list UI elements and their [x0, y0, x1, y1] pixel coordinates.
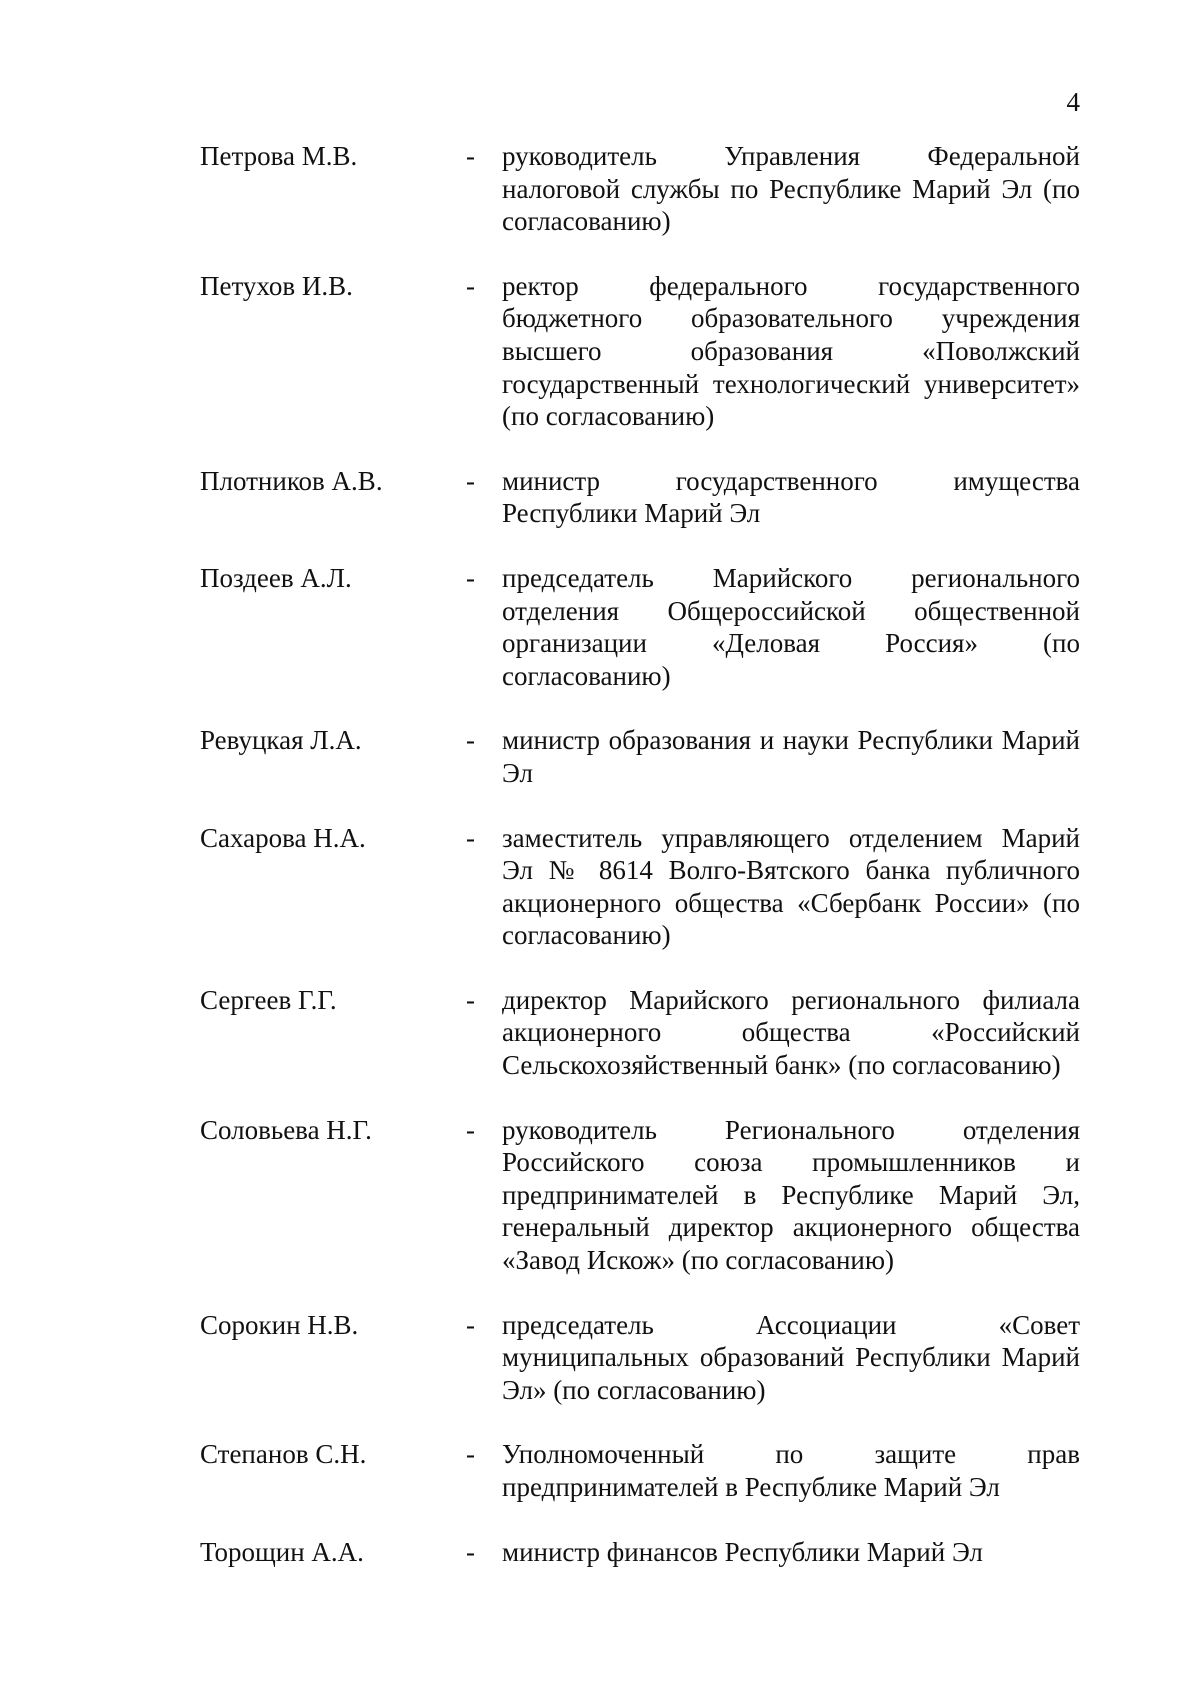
- member-role: заместитель управляющего отделением Марий Эл № 8614 Волго-Вятского банка публичного акционерного общества «Сбербанк России» (по согласованию): [502, 822, 1080, 951]
- member-list: [200, 140, 1080, 1600]
- member-row: [200, 984, 1080, 1082]
- member-row: [200, 1536, 1080, 1569]
- member-name: Плотников А.В.: [200, 465, 383, 496]
- member-name: Ревуцкая Л.А.: [200, 725, 362, 756]
- member-role: председатель Марийского регионального отделения Общероссийской общественной организации «Деловая Россия» (по согласованию): [502, 562, 1080, 691]
- member-row: [200, 1114, 1080, 1277]
- member-row: [200, 724, 1080, 789]
- member-row: [200, 1309, 1080, 1407]
- dash-separator: -: [466, 1536, 475, 1567]
- member-name: Петухов И.В.: [200, 270, 353, 301]
- dash-separator: -: [466, 725, 475, 756]
- member-name: Сорокин Н.В.: [200, 1309, 359, 1340]
- dash-separator: -: [466, 562, 475, 593]
- member-role: министр финансов Республики Марий Эл: [502, 1536, 983, 1567]
- dash-separator: -: [466, 465, 475, 496]
- member-role: министр государственного имущества Республики Марий Эл: [502, 465, 1080, 529]
- member-row: [200, 1438, 1080, 1503]
- dash-separator: -: [466, 984, 475, 1015]
- dash-separator: -: [466, 822, 475, 853]
- member-role: председатель Ассоциации «Совет муниципальных образований Республики Марий Эл» (по согласованию): [502, 1309, 1080, 1405]
- member-row: [200, 465, 1080, 530]
- member-name: Торощин А.А.: [200, 1536, 364, 1567]
- dash-separator: -: [466, 1114, 475, 1145]
- dash-separator: -: [466, 1439, 475, 1470]
- member-role: руководитель Управления Федеральной налоговой службы по Республике Марий Эл (по согласованию): [502, 141, 1080, 237]
- member-name: Петрова М.В.: [200, 141, 358, 171]
- member-role: ректор федерального государственного бюджетного образовательного учреждения высшего образования «Поволжский государственный технологический университет» (по согласованию): [502, 270, 1080, 432]
- member-row: [200, 562, 1080, 692]
- member-role: руководитель Регионального отделения Российского союза промышленников и предпринимателей в Республике Марий Эл, генеральный директор акционерного общества «Завод Искож» (по согласованию): [502, 1114, 1080, 1276]
- member-name: Соловьева Н.Г.: [200, 1114, 372, 1145]
- member-row: [200, 822, 1080, 952]
- member-role: Уполномоченный по защите прав предпринимателей в Республике Марий Эл: [502, 1439, 1080, 1502]
- member-row: [200, 270, 1080, 433]
- member-role: министр образования и науки Республики Марий Эл: [502, 725, 1080, 788]
- member-name: Сергеев Г.Г.: [200, 984, 337, 1015]
- member-name: Сахарова Н.А.: [200, 822, 366, 853]
- dash-separator: -: [466, 270, 475, 301]
- member-role: директор Марийского регионального филиала акционерного общества «Российский Сельскохозяйственный банк» (по согласованию): [502, 984, 1080, 1081]
- page-number: 4: [1066, 87, 1080, 117]
- dash-separator: -: [466, 141, 475, 171]
- member-name: Поздеев А.Л.: [200, 562, 352, 593]
- dash-separator: -: [466, 1309, 475, 1340]
- member-row: [200, 140, 1080, 238]
- member-name: Степанов С.Н.: [200, 1439, 367, 1470]
